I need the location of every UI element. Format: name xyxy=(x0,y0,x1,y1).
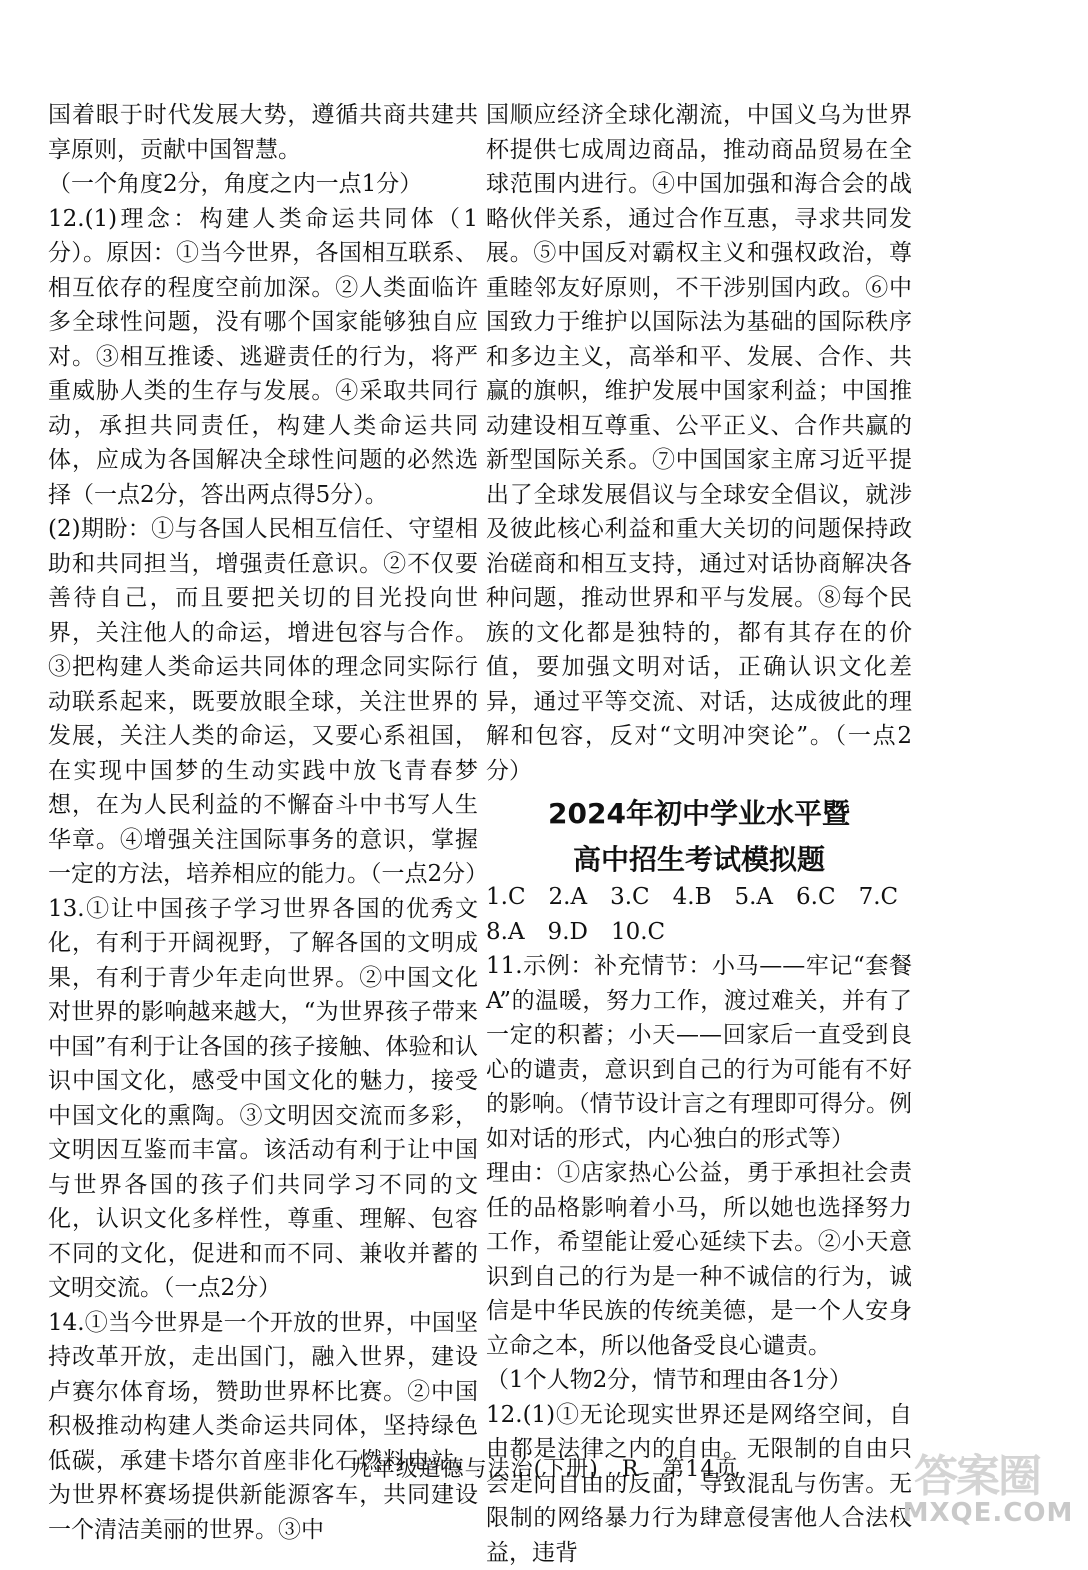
choice-answers-row2: 8.A 9.D 10.C xyxy=(486,915,912,950)
answer-12-2: (2)期盼：①与各国人民相互信任、守望相助和共同担当，增强责任意识。②不仅要善待自己，而且要把关切的目光投向世界，关注他人的命运，增进包容与合作。③把构建人类命运共同体的理念同实际行动联系起来，既要放眼全球，关注世界的发展，关注人类的命运，又要心系祖国，在实现中国梦的生动实践中放飞青春梦想，在为人民利益的不懈奋斗中书写人生华章。④增强关注国际事务的意识，掌握一定的方法，培养相应的能力。（一点2分） xyxy=(48,512,478,892)
answer-11: 11.示例：补充情节：小马——牢记“套餐A”的温暖，努力工作，渡过难关，并有了一定的积蓄；小天——回家后一直受到良心的谴责，意识到自己的行为可能有不好的影响。（情节设计言之有理即可得分。例如对话的形式，内心独白的形式等） xyxy=(486,949,912,1156)
watermark xyxy=(900,1440,1076,1530)
section-title-line2: 高中招生考试模拟题 xyxy=(486,840,912,880)
answer-14-continued: 国顺应经济全球化潮流，中国义乌为世界杯提供七成周边商品，推动商品贸易在全球范围内进行。④中国加强和海合会的战略伙伴关系，通过合作互惠，寻求共同发展。⑤中国反对霸权主义和强权政治，尊重睦邻友好原则，不干涉别国内政。⑥中国致力于维护以国际法为基础的国际秩序和多边主义，高举和平、发展、合作、共赢的旗帜，维护发展中国家利益；中国推动建设相互尊重、公平正义、合作共赢的新型国际关系。⑦中国国家主席习近平提出了全球发展倡议与全球安全倡议，就涉及彼此核心利益和重大关切的问题保持政治磋商和相互支持，通过对话协商解决各种问题，推动世界和平与发展。⑧每个民族的文化都是独特的，都有其存在的价值，要加强文明对话，正确认识文化差异，通过平等交流、对话，达成彼此的理解和包容，反对“文明冲突论”。（一点2分） xyxy=(486,98,912,788)
answer-14: 14.①当今世界是一个开放的世界，中国坚持改革开放，走出国门，融入世界，建设卢赛尔体育场，赞助世界杯比赛。②中国积极推动构建人类命运共同体，坚持绿色低碳，承建卡塔尔首座非化石燃料电站，为世界杯赛场提供新能源客车，共同建设一个清洁美丽的世界。③中 xyxy=(48,1306,478,1548)
right-column xyxy=(486,98,912,1570)
left-column xyxy=(48,98,478,1547)
choice-answers-row1: 1.C 2.A 3.C 4.B 5.A 6.C 7.C xyxy=(486,880,912,915)
paragraph-continuation: 国着眼于时代发展大势，遵循共商共建共享原则，贡献中国智慧。 xyxy=(48,98,478,167)
watermark-logo: 答案圈 xyxy=(914,1440,1040,1504)
watermark-text: MXQE.COM xyxy=(900,1498,1076,1528)
answer-11-reason: 理由：①店家热心公益，勇于承担社会责任的品格影响着小马，所以她也选择努力工作，希望能让爱心延续下去。②小天意识到自己的行为是一种不诚信的行为，诚信是中华民族的传统美德，是一个人安身立命之本，所以他备受良心谴责。 xyxy=(486,1156,912,1363)
answer-12-new: 12.(1)①无论现实世界还是网络空间，自由都是法律之内的自由。无限制的自由只会走向自由的反面，导致混乱与伤害。无限制的网络暴力行为肆意侵害他人合法权益，违背 xyxy=(486,1398,912,1570)
page-footer: 九年级道德与法治(下册) R 第14页 xyxy=(0,1452,1088,1483)
answer-13: 13.①让中国孩子学习世界各国的优秀文化，有利于开阔视野，了解各国的文明成果，有利于青少年走向世界。②中国文化对世界的影响越来越大，“为世界孩子带来中国”有利于让各国的孩子接触、体验和认识中国文化，感受中国文化的魅力，接受中国文化的熏陶。③文明因交流而多彩，文明因互鉴而丰富。该活动有利于让中国与世界各国的孩子们共同学习不同的文化，认识文化多样性，尊重、理解、包容不同的文化，促进和而不同、兼收并蓄的文明交流。（一点2分） xyxy=(48,892,478,1306)
answer-12-1: 12.(1)理念：构建人类命运共同体（1分）。原因：①当今世界，各国相互联系、相互依存的程度空前加深。②人类面临许多全球性问题，没有哪个国家能够独自应对。③相互推诿、逃避责任的行为，将严重威胁人类的生存与发展。④采取共同行动，承担共同责任，构建人类命运共同体，应成为各国解决全球性问题的必然选择（一点2分，答出两点得5分）。 xyxy=(48,202,478,513)
scoring-note: （一个角度2分，角度之内一点1分） xyxy=(48,167,478,202)
scoring-note-11: （1个人物2分，情节和理由各1分） xyxy=(486,1363,912,1398)
section-title-line1: 2024年初中学业水平暨 xyxy=(486,794,912,834)
